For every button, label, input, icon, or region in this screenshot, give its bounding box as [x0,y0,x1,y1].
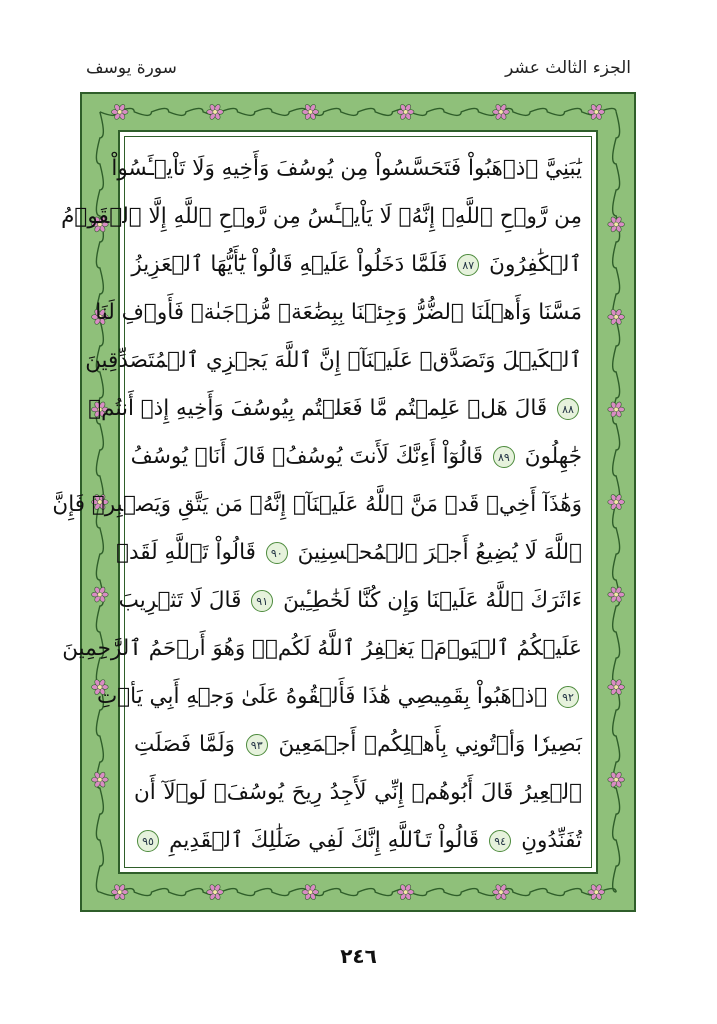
verse-text: قَالَ هَلۡ عَلِمۡتُم مَّا فَعَلۡتُم بِيُوسُفَ وَأَخِيهِ إِذۡ أَنتُمۡ [88,396,548,421]
flower-icon [302,884,319,901]
flower-icon [608,586,625,603]
verse-text: عَلَيۡكُمُ ٱلۡيَوۡمَۖ يَغۡفِرُ ٱللَّهُ لَكُمۡۖ وَهُوَ أَرۡحَمُ ٱلرَّٰحِمِينَ [62,636,582,661]
verse-text: يَٰبَنِيَّ ٱذۡهَبُواْ فَتَحَسَّسُواْ مِن يُوسُفَ وَأَخِيهِ وَلَا تَاْيۡـَٔسُواْ [111,156,582,181]
verse-text: قَالُواْ تَٱللَّهِ إِنَّكَ لَفِي ضَلَٰلِكَ ٱلۡقَدِيمِ [169,828,480,853]
flower-icon [588,884,605,901]
flower-icon [588,103,605,120]
flower-icon [608,771,625,788]
verse-text: مِن رَّوۡحِ ٱللَّهِۖ إِنَّهُۥ لَا يَاْيۡـَٔسُ مِن رَّوۡحِ ٱللَّهِ إِلَّا ٱلۡقَوۡمُ [61,204,582,229]
text-panel [52,130,598,874]
verse-text: مَسَّنَا وَأَهۡلَنَا ٱلضُّرُّ وَجِئۡنَا بِبِضَٰعَةٖ مُّزۡجَىٰةٖ فَأَوۡفِ لَنَا [95,300,582,325]
verse-text: ٱلۡعِيرُ قَالَ أَبُوهُمۡ إِنِّي لَأَجِدُ رِيحَ يُوسُفَۖ لَوۡلَآ أَن [134,780,582,805]
verse-line [134,820,582,862]
verse-line [85,340,582,382]
verse-text: بَصِيرٗا وَأۡتُونِي بِأَهۡلِكُمۡ أَجۡمَعِينَ [278,732,582,757]
flower-icon [397,884,414,901]
juz-title: الجزء الثالث عشر [505,58,631,78]
verse-line [52,484,582,526]
verse-text: ءَاثَرَكَ ٱللَّهُ عَلَيۡنَا وَإِن كُنَّا لَخَٰطِـِٔينَ [283,588,582,613]
verse-text: ٱلۡكَٰفِرُونَ [489,252,582,277]
flower-icon [608,308,625,325]
flower-icon [111,884,128,901]
flower-icon [92,586,109,603]
verse-line [116,532,582,574]
verse-line [134,724,582,766]
verse-line [130,436,582,478]
flower-icon [608,679,625,696]
verse-text: قَالُوٓاْ أَءِنَّكَ لَأَنتَ يُوسُفُۖ قَالَ أَنَا۠ يُوسُفُ [130,444,484,469]
ornamental-frame [52,92,636,912]
verse-text: تُفَنِّدُونِ [521,828,583,853]
verse-text: ٱذۡهَبُواْ بِقَمِيصِي هَٰذَا فَأَلۡقُوهُ عَلَىٰ وَجۡهِ أَبِي يَأۡتِ [97,684,548,709]
verse-text: قَالُواْ تَٱللَّهِ لَقَدۡ [116,540,256,565]
flower-icon [608,401,625,418]
verse-text: جَٰهِلُونَ [524,444,582,469]
verse-line [61,196,582,238]
verse-text: وَلَمَّا فَصَلَتِ [134,732,235,757]
page-number: ٢٤٦ [340,944,377,968]
surah-title: سورة يوسف [86,58,177,78]
verse-text: فَلَمَّا دَخَلُواْ عَلَيۡهِ قَالُواْ يَٰٓأَيُّهَا ٱلۡعَزِيزُ [131,252,448,277]
verse-text: وَهَٰذَآ أَخِيۖ قَدۡ مَنَّ ٱللَّهُ عَلَيۡنَآۖ إِنَّهُۥ مَن يَتَّقِ وَيَصۡبِرۡ فَإِنَّ [52,492,582,517]
flower-icon [302,103,319,120]
flower-icon [608,494,625,511]
flower-icon [207,103,224,120]
verse-text: قَالَ لَا تَثۡرِيبَ [118,588,242,613]
verse-line [111,148,582,190]
flower-icon [493,884,510,901]
ayah-number-marker: ٩٥ [137,830,159,852]
flower-icon [92,771,109,788]
ayah-number-marker: ٩٣ [246,734,268,756]
verse-text: ٱللَّهَ لَا يُضِيعُ أَجۡرَ ٱلۡمُحۡسِنِينَ [297,540,582,565]
ayah-number-marker: ٩٢ [557,686,579,708]
ayah-number-marker: ٨٧ [457,254,479,276]
flower-icon [493,103,510,120]
verse-lines [52,148,583,862]
verse-line [95,292,582,334]
verse-line [131,244,582,286]
verse-line [62,628,582,670]
ayah-number-marker: ٩١ [251,590,273,612]
ayah-number-marker: ٨٨ [557,398,579,420]
flower-icon [207,884,224,901]
ayah-number-marker: ٨٩ [493,446,515,468]
ayah-number-marker: ٩٠ [266,542,288,564]
verse-text: ٱلۡكَيۡلَ وَتَصَدَّقۡ عَلَيۡنَآۖ إِنَّ ٱللَّهَ يَجۡزِي ٱلۡمُتَصَدِّقِينَ [85,348,582,373]
verse-line [88,388,582,430]
verse-line [97,676,582,718]
ayah-number-marker: ٩٤ [489,830,511,852]
flower-icon [397,103,414,120]
verse-line [134,772,582,814]
flower-icon [111,103,128,120]
verse-line [118,580,582,622]
